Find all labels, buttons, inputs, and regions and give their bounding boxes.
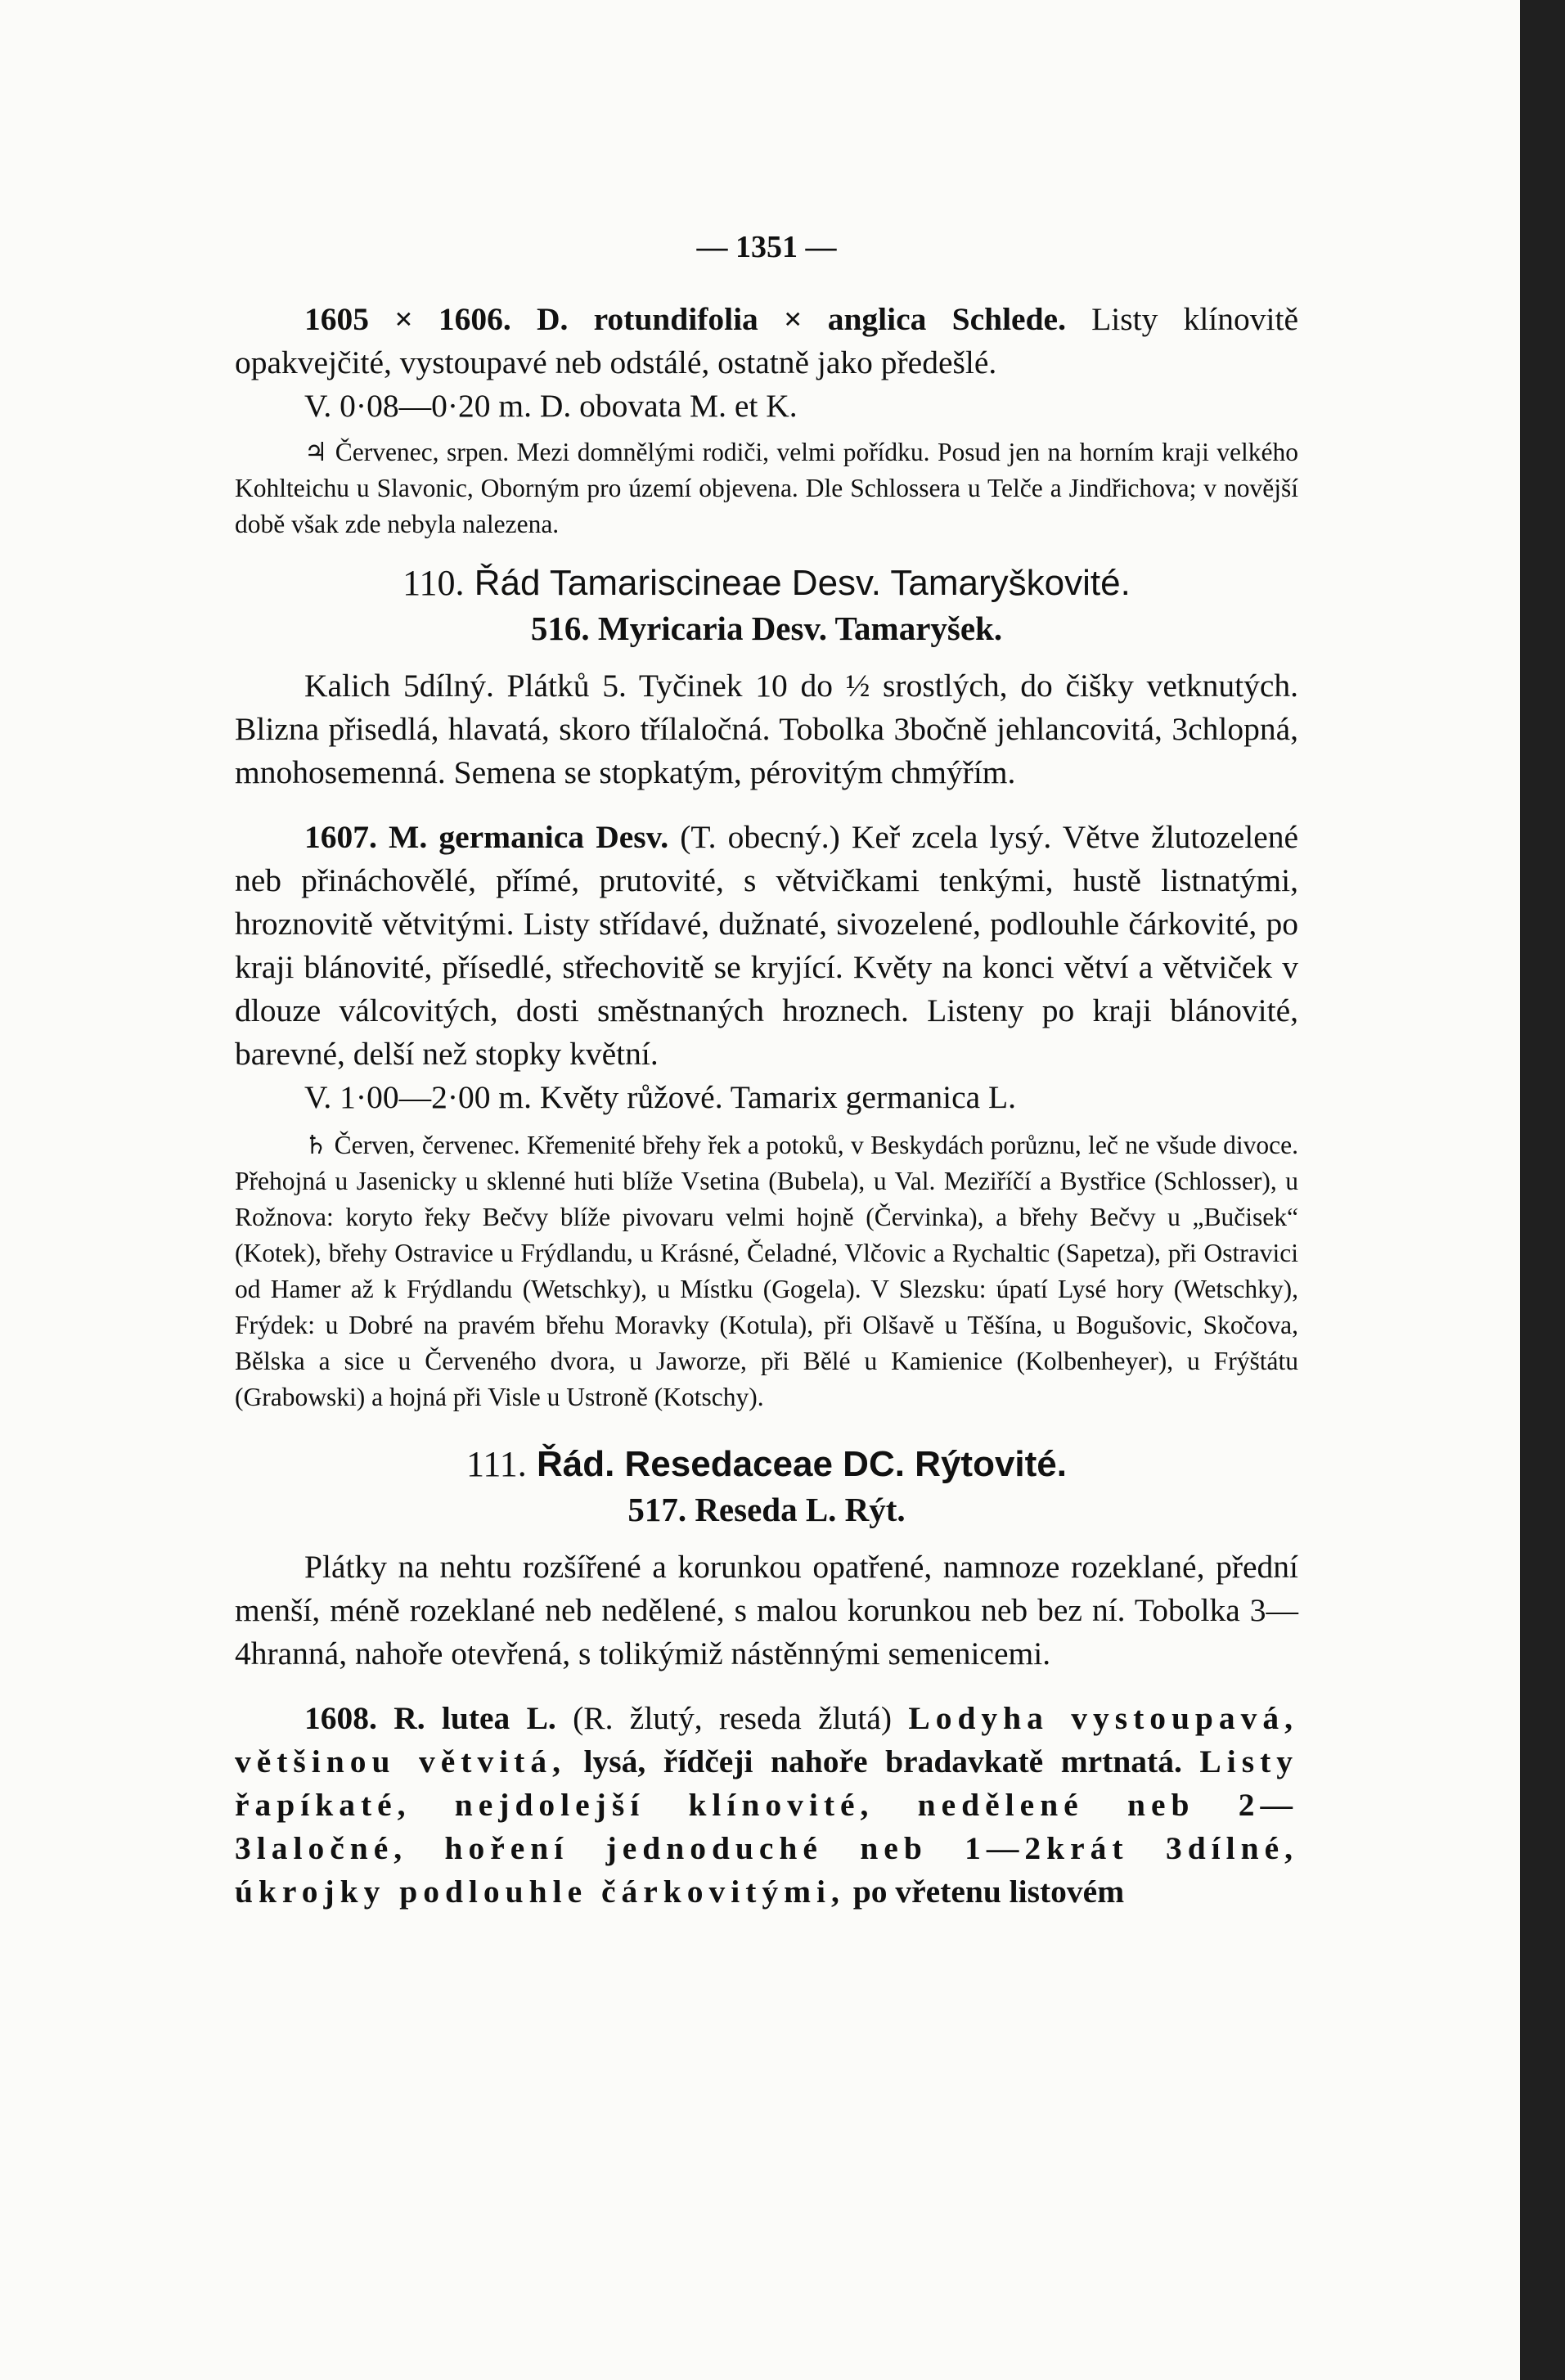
note-text: Červenec, srpen. Mezi domnělými rodiči, velmi pořídku. Posud jen na horním kraji velkého Kohlteichu u Slavonic, Oborným pro území objevena. Dle Schlossera u Telče a Jindřichova; v novější době však zde nebyla nalezena. [235,438,1298,538]
taxon-name: D. rotundifolia × anglica Schlede. [537,301,1066,337]
entry-number: 1607. [304,819,377,855]
order-heading-110 [235,562,1298,604]
spaced-text: Listy řapíkaté, nejdolejší klínovité, nedělené neb 2—3laločné, hoření jednoduché neb 1—2krát 3dílné, úkrojky podlouhle čárkovitými, [235,1743,1299,1910]
size-line: V. 0·08—0·20 m. D. obovata M. et K. [304,388,798,424]
hybrid-entry-1605-1606 [235,298,1298,385]
order-heading-111 [235,1443,1298,1485]
entry-text: lysá, řídčeji nahoře bradavkatě mrtnatá. [583,1743,1182,1779]
entry-text: po vřetenu listovém [852,1874,1125,1910]
genus-heading-517 [235,1490,1298,1529]
shrub-symbol-icon: ♄ [304,1131,328,1160]
genus-title: 516. Myricaria Desv. Tamaryšek. [530,610,1003,647]
taxon-name: M. germanica Desv. [389,819,669,855]
genus-title: 517. Reseda L. Rýt. [627,1491,906,1528]
entry-description: Listy klínovitě opakvejčité, vystoupavé neb odstálé, ostatně jako předešlé. [235,301,1298,380]
perennial-symbol-icon: ♃ [304,438,328,467]
genus-heading-516 [235,609,1298,648]
entry-number: 1608. [304,1700,377,1736]
scan-edge [1520,0,1565,2380]
species-entry-1607 [235,816,1298,1076]
text-column [235,229,1298,1914]
distribution-note [235,1127,1298,1415]
genus-description-516: Kalich 5dílný. Plátků 5. Tyčinek 10 do ½ srostlých, do čišky vetknutých. Blizna přisedlá, hlavatá, skoro třílaločná. Tobolka 3bočně jehlancovitá, 3chlopná, mnohosemenná. Semena se stopkatým, pérovitým chmýřím. [235,668,1298,790]
order-title: Řád. Resedaceae DC. Rýtovité. [536,1444,1067,1484]
order-number: 111. [465,1444,527,1484]
genus-description-517: Plátky na nehtu rozšířené a korunkou opatřené, namnoze rozeklané, přední menší, méně rozeklané neb nedělené, s malou korunkou neb bez ní. Tobolka 3—4hranná, nahoře otevřená, s tolikýmiž nástěnnými semenicemi. [235,1549,1298,1671]
distribution-note [235,434,1298,542]
taxon-name: R. lutea L. [393,1700,556,1736]
note-text: Červen, červenec. Křemenité břehy řek a potoků, v Beskydách porůznu, leč ne všude divoce. Přehojná u Jasenicky u sklenné huti blíže Vsetina (Bubela), u Val. Meziříčí a Bystřice (Schlosser), u Rožnova: koryto řeky Bečvy blíže pivovaru velmi hojně (Červinka), a břehy Bečvy u „Bučisek“ (Kotek), břehy Ostravice u Frýdlandu, u Krásné, Čeladné, Vlčovic a Rychaltic (Sapetza), při Ostravici od Hamer až k Frýdlandu (Wetschky), u Místku (Gogela). V Slezsku: úpatí Lysé hory (Wetschky), Frýdek: u Dobré na pravém břehu Moravky (Kotula), při Olšavě u Těšína, u Bogušovic, Skočova, Bělska a sice u Červeného dvora, u Jaworze, při Bělé u Kamienice (Kolbenheyer), u Frýštátu (Grabowski) a hojná při Visle u Ustroně (Kotschy). [235,1131,1299,1411]
size-line: V. 1·00—2·00 m. Květy růžové. Tamarix germanica L. [304,1079,1017,1115]
entry-number: 1605 × 1606. [304,301,511,337]
entry-description: (T. obecný.) Keř zcela lysý. Větve žlutozelené neb přináchovělé, přímé, prutovité, s větvičkami tenkými, hustě listnatými, hroznovitě větvitými. Listy střídavé, dužnaté, sivozelené, podlouhle čárkovité, po kraji blánovité, přísedlé, střechovitě se kryjící. Květy na konci větví a větviček v dlouze válcovitých, dosti směstnaných hroznech. Listeny po kraji blánovité, barevné, delší než stopky květní. [235,819,1299,1072]
common-name: (R. žlutý, reseda žlutá) [573,1700,893,1736]
page-number: — 1351 — [696,230,837,264]
spaced-text: Lodyha vystoupavá, většinou větvitá, [235,1700,1299,1779]
order-title: Řád Tamariscineae Desv. Tamaryškovité. [474,563,1131,603]
species-entry-1608 [235,1697,1298,1914]
order-number: 110. [402,563,465,603]
